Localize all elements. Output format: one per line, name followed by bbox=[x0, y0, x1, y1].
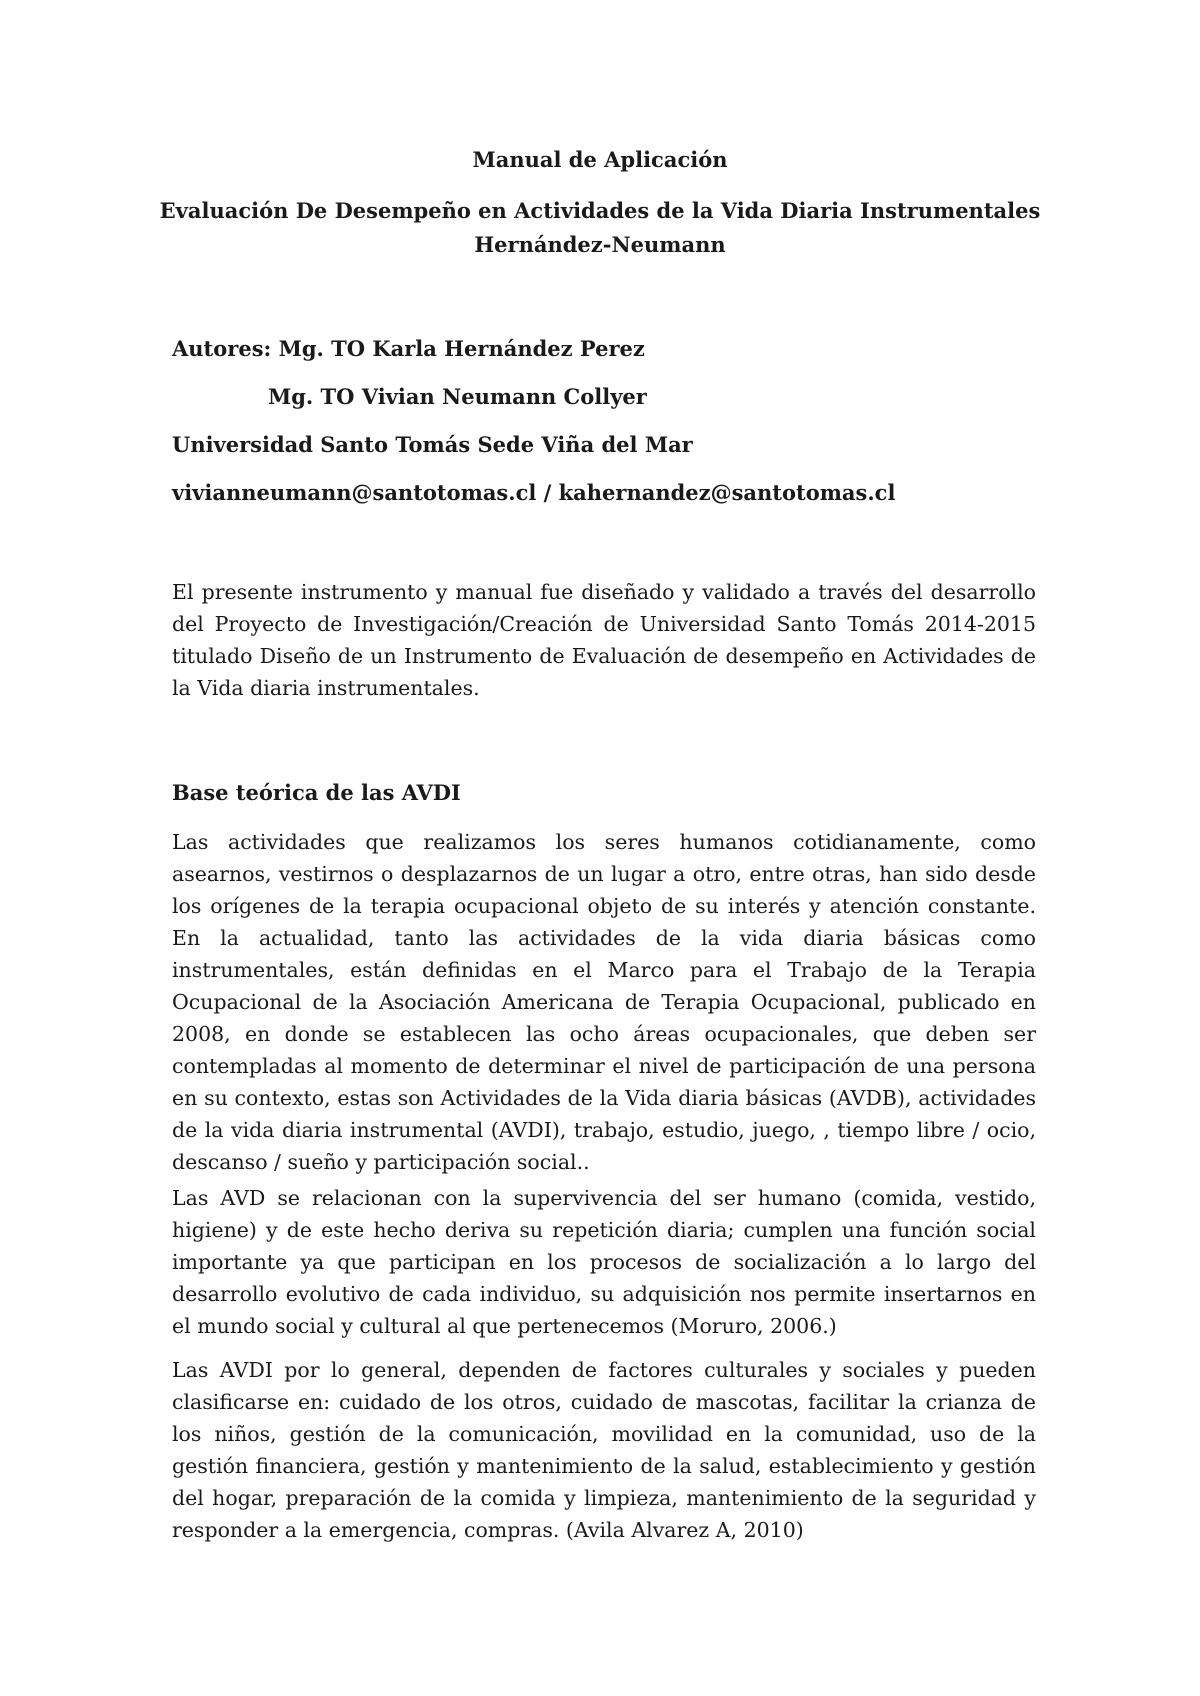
authors-line-2: Mg. TO Vivian Neumann Collyer bbox=[268, 384, 647, 409]
body-paragraph-3: Las AVDI por lo general, dependen de factores culturales y sociales y pueden clasificarse en: cuidado de los otros, cuidado de mascotas, facilitar la crianza de los niños, gestión de la comunicación, movilidad en la comunidad, uso de la gestión financiera, gestión y mantenimiento de la salud, establecimiento y gestión del hogar, preparación de la comida y limpieza, mantenimiento de la seguridad y responder a la emergencia, compras. (Avila Alvarez A, 2010) bbox=[172, 1358, 1036, 1542]
intro-paragraph: El presente instrumento y manual fue diseñado y validado a través del desarrollo del Proyecto de Investigación/Creación de Universidad Santo Tomás 2014-2015 titulado Diseño de un Instrumento de Evaluación de desempeño en Actividades de la Vida diaria instrumentales. bbox=[172, 580, 1036, 700]
body-paragraph-1: Las actividades que realizamos los seres humanos cotidianamente, como asearnos, vestirnos o desplazarnos de un lugar a otro, entre otras, han sido desde los orígenes de la terapia ocupacional objeto de su interés y atención constante. En la actualidad, tanto las actividades de la vida diaria básicas como instrumentales, están definidas en el Marco para el Trabajo de la Terapia Ocupacional de la Asociación Americana de Terapia Ocupacional, publicado en 2008, en donde se establecen las ocho áreas ocupacionales, que deben ser contempladas al momento de determinar el nivel de participación de una persona en su contexto, estas son Actividades de la Vida diaria básicas (AVDB), actividades de la vida diaria instrumental (AVDI), trabajo, estudio, juego, , tiempo libre / ocio, descanso / sueño y participación social.. bbox=[172, 830, 1036, 1174]
section-heading: Base teórica de las AVDI bbox=[172, 780, 461, 805]
document-title: Manual de Aplicación bbox=[472, 147, 728, 172]
authors-line-1: Autores: Mg. TO Karla Hernández Perez bbox=[172, 336, 645, 361]
contact-emails: vivianneumann@santotomas.cl / kahernandez@santotomas.cl bbox=[172, 480, 896, 505]
body-paragraph-2: Las AVD se relacionan con la supervivencia del ser humano (comida, vestido, higiene) y de este hecho deriva su repetición diaria; cumplen una función social importante ya que participan en los procesos de socialización a lo largo del desarrollo evolutivo de cada individuo, su adquisición nos permite insertarnos en el mundo social y cultural al que pertenecemos (Moruro, 2006.) bbox=[172, 1186, 1036, 1338]
document-subtitle-authors: Hernández-Neumann bbox=[474, 232, 726, 257]
institution: Universidad Santo Tomás Sede Viña del Mar bbox=[172, 432, 693, 457]
document-subtitle: Evaluación De Desempeño en Actividades de la Vida Diaria Instrumentales bbox=[159, 198, 1041, 223]
